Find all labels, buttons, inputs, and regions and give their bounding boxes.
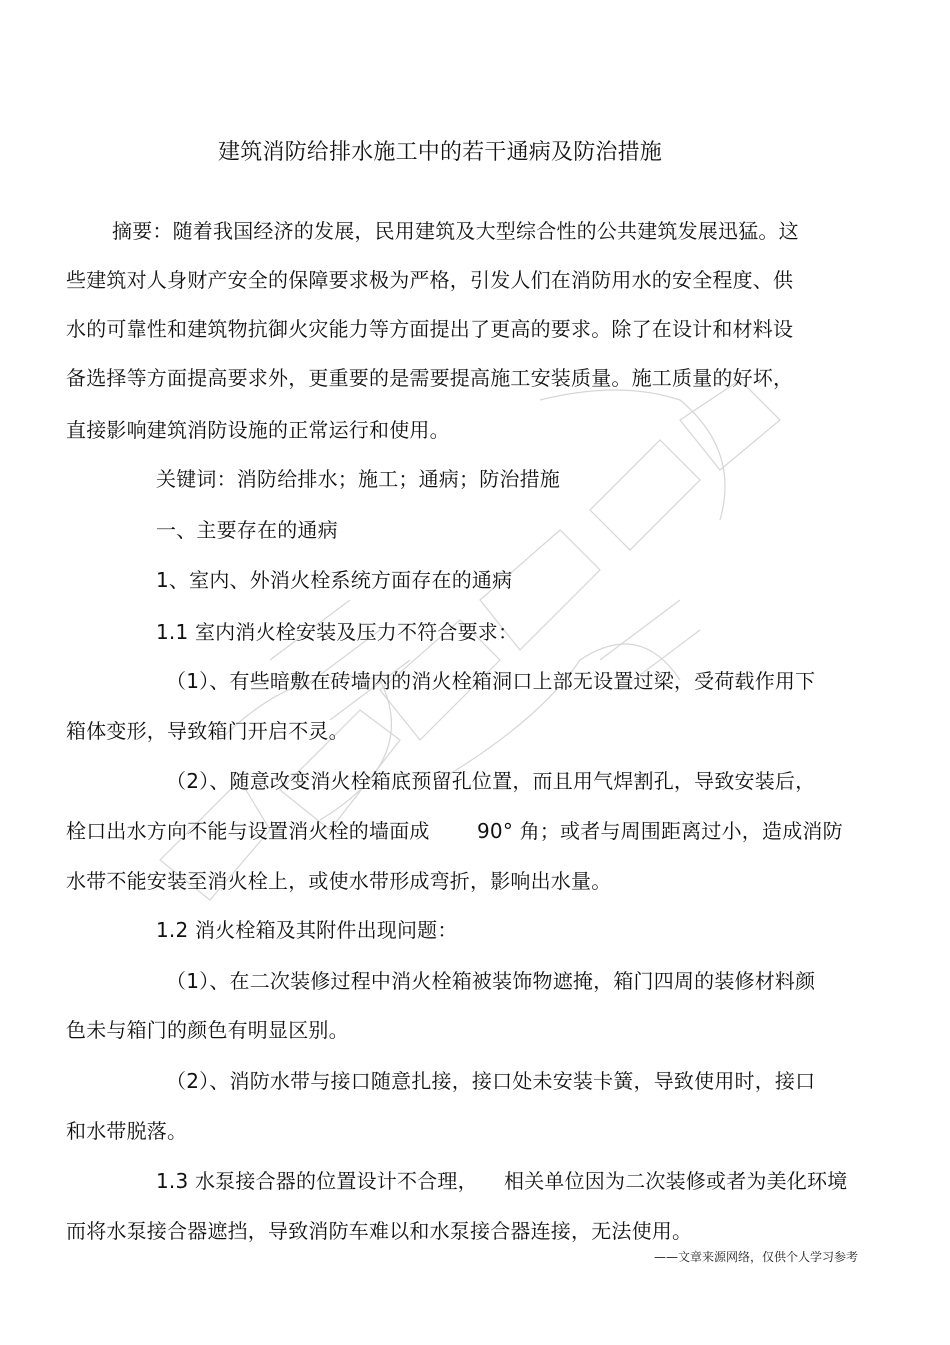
subsection-heading-1-2: 1.2 消火栓箱及其附件出现问题：: [156, 918, 458, 942]
paragraph-line: 而将水泵接合器遮挡，导致消防车难以和水泵接合器连接，无法使用。: [66, 1219, 693, 1243]
paragraph-line: 90° 角；或者与周围距离过小，造成消防: [477, 819, 843, 843]
section-heading-1: 一、主要存在的通病: [156, 518, 338, 542]
paragraph-line: 和水带脱落。: [66, 1119, 188, 1143]
paragraph-line: 水带不能安装至消火栓上，或使水带形成弯折，影响出水量。: [66, 869, 612, 893]
abstract-line-4: 备选择等方面提高要求外，更重要的是需要提高施工安装质量。施工质量的好坏，: [66, 366, 794, 390]
paragraph-line: （1）、有些暗敷在砖墙内的消火栓箱洞口上部无设置过梁，受荷载作用下: [166, 669, 816, 693]
paragraph-line: （1）、在二次装修过程中消火栓箱被装饰物遮掩，箱门四周的装修材料颜: [166, 969, 816, 993]
keywords-line: 关键词：消防给排水；施工；通病；防治措施: [156, 467, 560, 491]
paragraph-line: （2）、随意改变消火栓箱底预留孔位置，而且用气焊割孔，导致安装后，: [166, 769, 816, 793]
subsection-heading-1-1: 1.1 室内消火栓安装及压力不符合要求：: [156, 620, 519, 644]
source-footer: ——文章来源网络，仅供个人学习参考: [653, 1250, 858, 1264]
abstract-line-1: 摘要：随着我国经济的发展，民用建筑及大型综合性的公共建筑发展迅猛。这: [112, 219, 799, 243]
page-title: 建筑消防给排水施工中的若干通病及防治措施: [218, 140, 663, 165]
subsection-heading-1: 1、室内、外消火栓系统方面存在的通病: [156, 568, 513, 592]
paragraph-line: （2）、消防水带与接口随意扎接，接口处未安装卡簧，导致使用时，接口: [166, 1069, 816, 1093]
paragraph-line: 栓口出水方向不能与设置消火栓的墙面成: [66, 819, 430, 843]
paragraph-line: 色未与箱门的颜色有明显区别。: [66, 1018, 349, 1042]
paragraph-line: 相关单位因为二次装修或者为美化环境: [504, 1169, 848, 1193]
subsection-heading-1-3: 1.3 水泵接合器的位置设计不合理，: [156, 1169, 478, 1193]
abstract-line-5: 直接影响建筑消防设施的正常运行和使用。: [66, 418, 450, 442]
abstract-line-2: 些建筑对人身财产安全的保障要求极为严格，引发人们在消防用水的安全程度、供: [66, 268, 794, 292]
abstract-line-3: 水的可靠性和建筑物抗御火灾能力等方面提出了更高的要求。除了在设计和材料设: [66, 317, 794, 341]
paragraph-line: 箱体变形，导致箱门开启不灵。: [66, 719, 349, 743]
